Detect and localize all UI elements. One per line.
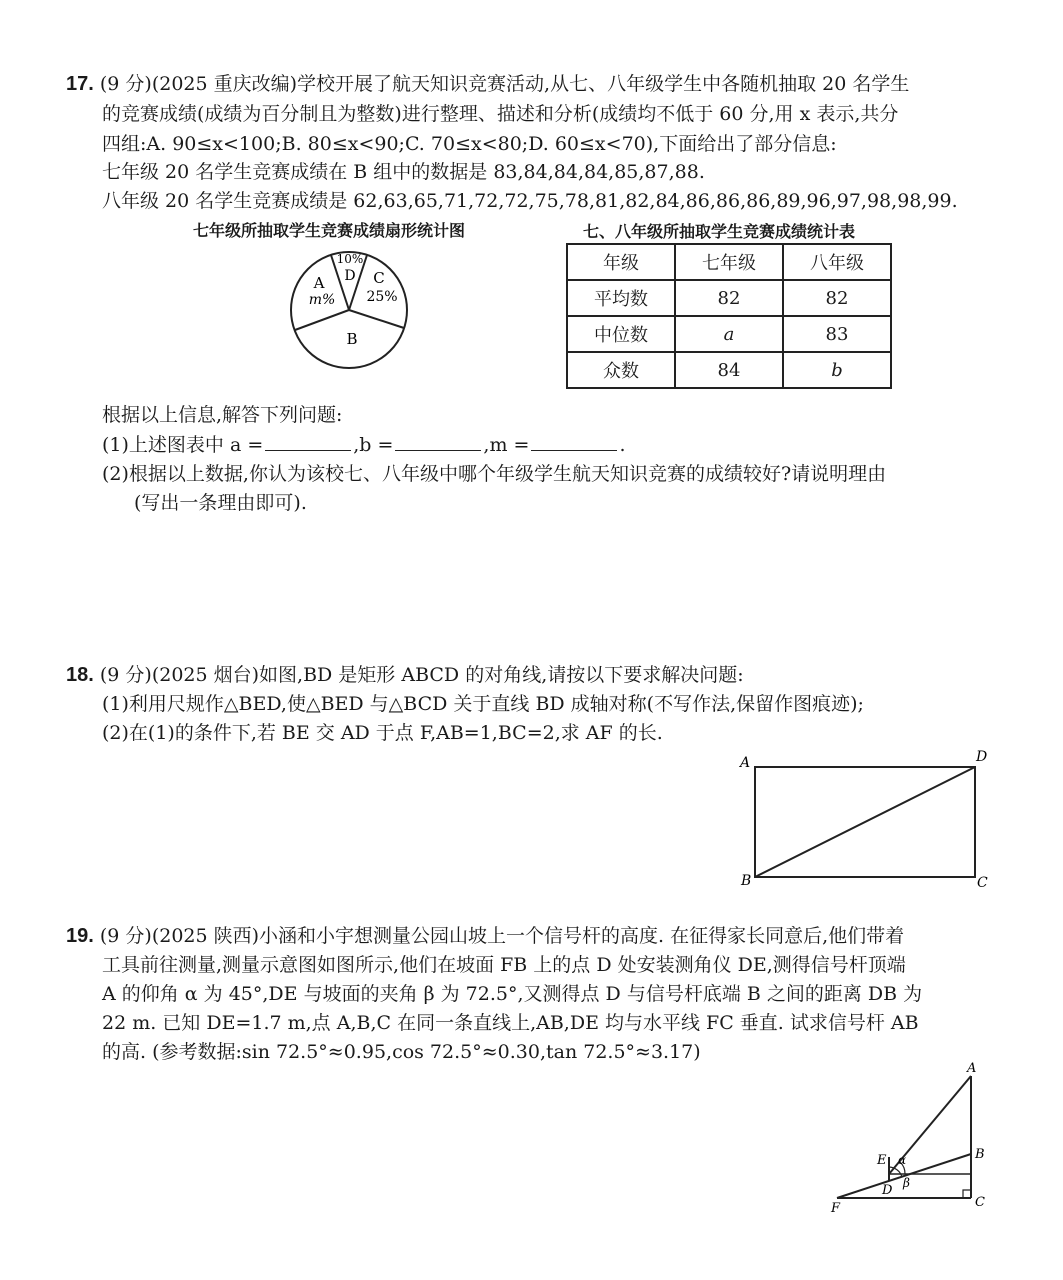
pie-slice-a-value: m%: [308, 292, 336, 308]
slope-label-d: D: [882, 1183, 893, 1198]
pie-chart: [279, 240, 419, 380]
q17-line-5: 八年级 20 名学生竞赛成绩是 62,63,65,71,72,72,75,78,81,82,84,86,86,86,89,96,97,98,98,99.: [102, 190, 958, 212]
pie-chart-caption: 七年级所抽取学生竞赛成绩扇形统计图: [193, 221, 466, 240]
rect-label-d: D: [976, 749, 988, 765]
table-cell: 中位数: [567, 316, 675, 352]
q17-line-2: 的竞赛成绩(成绩为百分制且为整数)进行整理、描述和分析(成绩均不低于 60 分,用 x 表示,共分: [102, 103, 899, 125]
stats-table: [566, 243, 892, 389]
table-row: [567, 352, 891, 388]
table-row: [567, 280, 891, 316]
rect-label-a: A: [740, 755, 751, 771]
q19-line-5: 的高. (参考数据:sin 72.5°≈0.95,cos 72.5°≈0.30,tan 72.5°≈3.17): [102, 1041, 701, 1063]
q17-number: 17.: [66, 73, 94, 95]
q17-part-1: [102, 432, 625, 457]
pie-slice-a-label: A: [313, 274, 325, 292]
table-header-cell: 年级: [567, 244, 675, 280]
q19-line-3: A 的仰角 α 为 45°,DE 与坡面的夹角 β 为 72.5°,又测得点 D 与信号杆底端 B 之间的距离 DB 为: [102, 983, 923, 1005]
q17-prompt: 根据以上信息,解答下列问题:: [102, 404, 343, 426]
q18-number: 18.: [66, 664, 94, 686]
q17-line-4: 七年级 20 名学生竞赛成绩在 B 组中的数据是 83,84,84,84,85,87,88.: [102, 161, 705, 183]
table-cell: 84: [675, 352, 783, 388]
part1-b-label: ,b =: [353, 434, 394, 456]
answer-blank-b[interactable]: [395, 432, 481, 451]
pie-slice-c-value: 25%: [366, 289, 398, 305]
q17-text-1: (9 分)(2025 重庆改编)学校开展了航天知识竞赛活动,从七、八年级学生中各随机抽取 20 名学生: [99, 73, 910, 95]
slope-label-b: B: [975, 1147, 985, 1162]
table-header-cell: 七年级: [675, 244, 783, 280]
slope-label-alpha: α: [898, 1153, 907, 1167]
q19-line-1: [66, 924, 904, 948]
table-cell: 平均数: [567, 280, 675, 316]
slope-figure: [825, 1062, 1005, 1222]
q19-line-2: 工具前往测量,测量示意图如图所示,他们在坡面 FB 上的点 D 处安装测角仪 DE,测得信号杆顶端: [102, 954, 906, 976]
table-header-row: [567, 244, 891, 280]
slope-label-a: A: [967, 1062, 977, 1076]
stats-table-caption: 七、八年级所抽取学生竞赛成绩统计表: [583, 222, 856, 241]
rect-label-c: C: [977, 875, 988, 891]
pie-slice-c-label: C: [373, 269, 385, 287]
answer-blank-m[interactable]: [531, 432, 617, 451]
q17-line-3: 四组:A. 90≤x<100;B. 80≤x<90;C. 70≤x<80;D. 60≤x<70),下面给出了部分信息:: [102, 133, 837, 155]
part1-end: .: [619, 434, 626, 456]
q19-text-1: (9 分)(2025 陕西)小涵和小宇想测量公园山坡上一个信号杆的高度. 在征得家长同意后,他们带着: [99, 925, 905, 947]
pie-slice-d-label: D: [344, 268, 356, 284]
diagonal-bd: [755, 767, 975, 877]
q19-number: 19.: [66, 925, 94, 947]
table-cell: 83: [783, 316, 891, 352]
pie-divider-c-b: [349, 310, 404, 328]
table-header-cell: 八年级: [783, 244, 891, 280]
q17-part-2-line-1: (2)根据以上数据,你认为该校七、八年级中哪个年级学生航天知识竞赛的成绩较好?请说明理由: [102, 463, 887, 485]
q19-line-4: 22 m. 已知 DE=1.7 m,点 A,B,C 在同一条直线上,AB,DE 均与水平线 FC 垂直. 试求信号杆 AB: [102, 1012, 919, 1034]
q18-text-1: (9 分)(2025 烟台)如图,BD 是矩形 ABCD 的对角线,请按以下要求解决问题:: [99, 664, 744, 686]
table-cell: 82: [783, 280, 891, 316]
table-cell: b: [783, 352, 891, 388]
rect-label-b: B: [741, 873, 752, 889]
pie-slice-d-value: 10%: [336, 252, 364, 266]
q18-line-3: (2)在(1)的条件下,若 BE 交 AD 于点 F,AB=1,BC=2,求 AF 的长.: [102, 722, 663, 744]
slope-label-c: C: [975, 1195, 985, 1210]
q18-line-2: (1)利用尺规作△BED,使△BED 与△BCD 关于直线 BD 成轴对称(不写作法,保留作图痕迹);: [102, 693, 864, 715]
rectangle-figure: [730, 745, 1010, 895]
pie-divider-b-a: [295, 310, 349, 330]
table-cell: a: [675, 316, 783, 352]
slope-label-f: F: [831, 1201, 841, 1216]
pie-slice-b-label: B: [346, 330, 358, 348]
part1-m-label: ,m =: [483, 434, 530, 456]
q17-part-2-line-2: (写出一条理由即可).: [134, 492, 307, 514]
slope-label-beta: β: [903, 1176, 910, 1190]
q17-line-1: [66, 72, 909, 96]
table-cell: 众数: [567, 352, 675, 388]
q18-line-1: [66, 663, 744, 687]
answer-blank-a[interactable]: [265, 432, 351, 451]
table-cell: 82: [675, 280, 783, 316]
part1-prefix: (1)上述图表中 a =: [102, 434, 264, 456]
slope-label-e: E: [877, 1153, 887, 1168]
right-angle-mark: [963, 1190, 971, 1198]
table-row: [567, 316, 891, 352]
